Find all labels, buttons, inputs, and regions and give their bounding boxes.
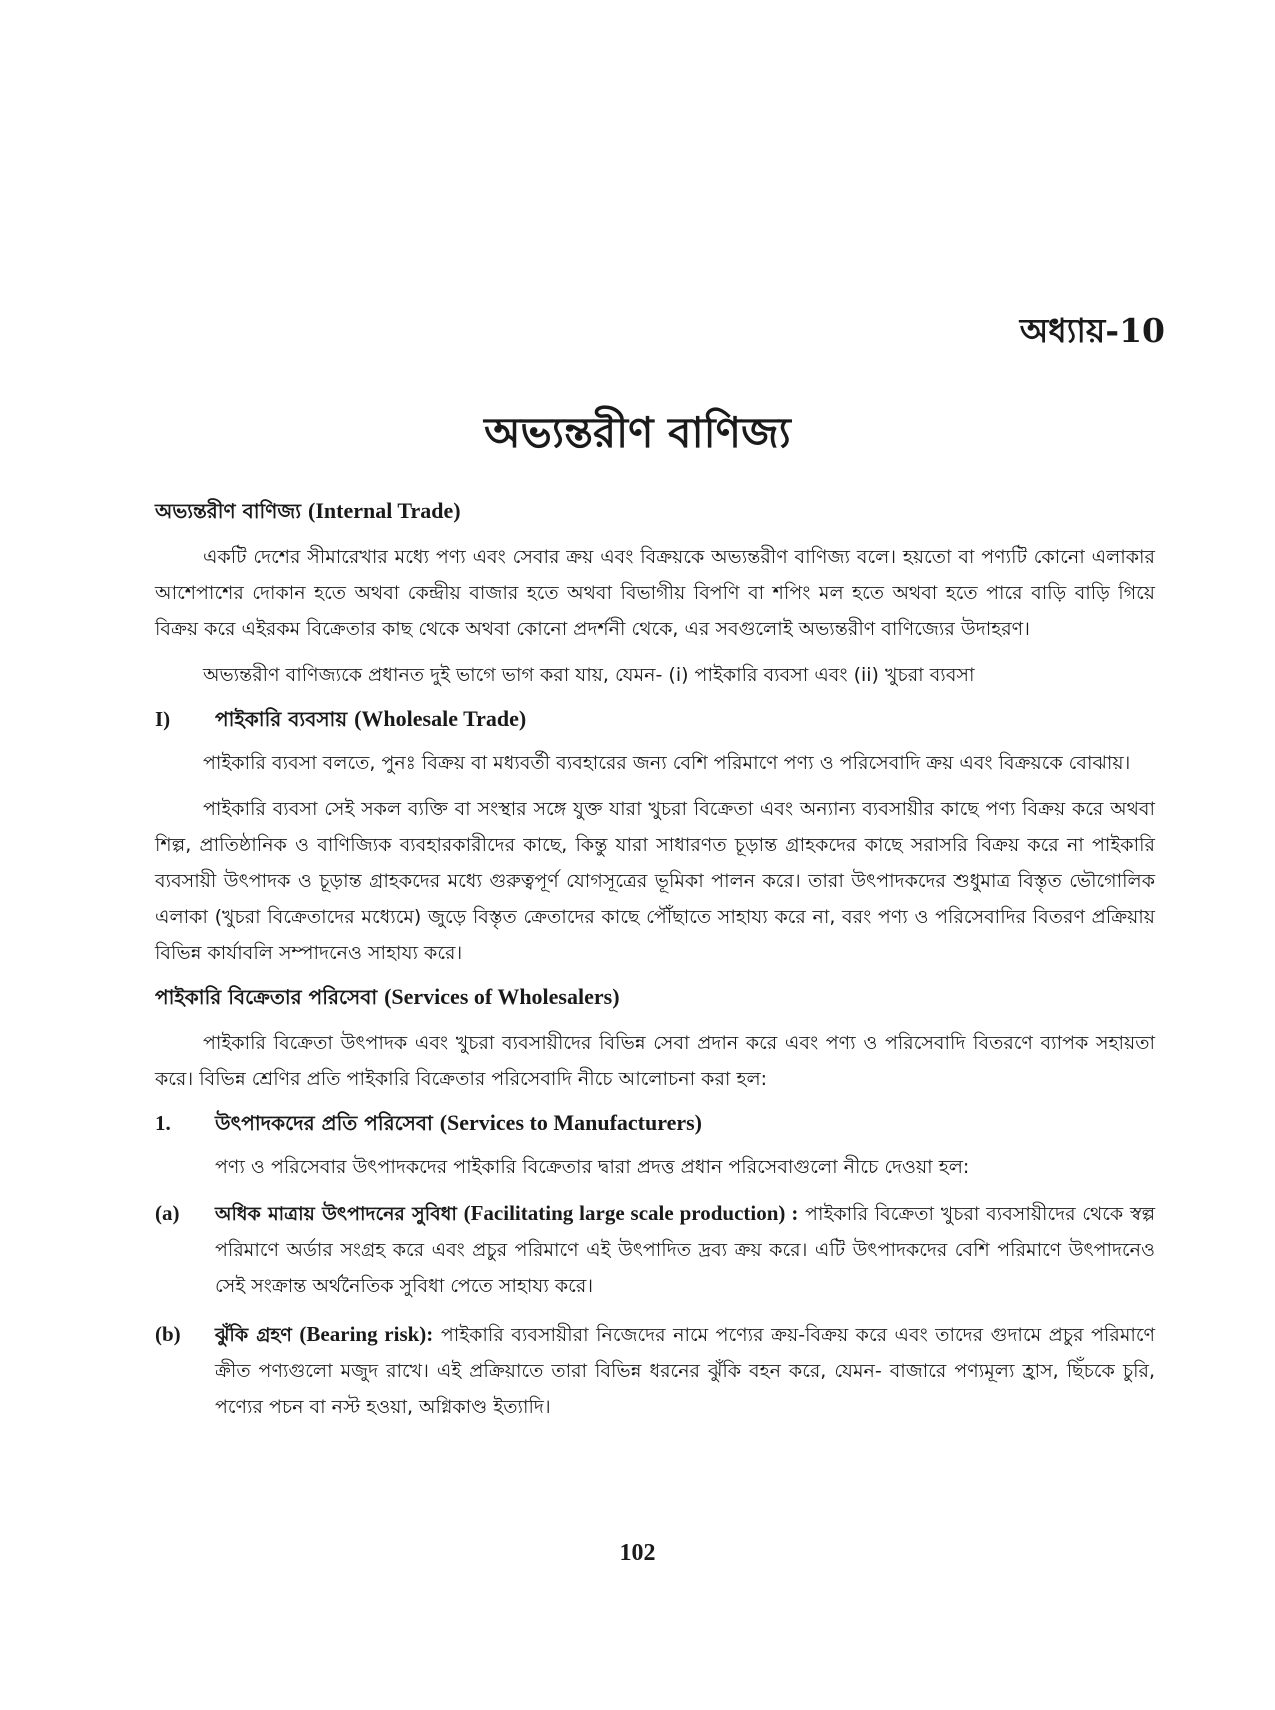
heading-bn: অভ্যন্তরীণ বাণিজ্য xyxy=(155,499,302,523)
section-heading-wholesale-trade xyxy=(155,703,1155,735)
item-text: পাইকারি বিক্রেতা খুচরা ব্যবসায়ীদের থেকে স্বল্প পরিমাণে অর্ডার সংগ্রহ করে এবং প্রচুর পরিমাণে এই উৎপাদিত দ্রব্য ক্রয় করে। এটি উৎপাদকদের বেশি পরিমাণে উৎপাদনেও সেই সংক্রান্ত অর্থনৈতিক সুবিধা পেতে সাহায্য করে। xyxy=(215,1203,1156,1297)
section-number: I) xyxy=(155,707,171,731)
section-heading-services-to-manufacturers xyxy=(155,1107,1155,1139)
paragraph: পাইকারি ব্যবসা সেই সকল ব্যক্তি বা সংস্থার সঙ্গে যুক্ত যারা খুচরা বিক্রেতা এবং অন্যান্য ব্যবসায়ীর কাছে পণ্য বিক্রয় করে অথবা শিল্প, প্রাতিষ্ঠানিক ও বাণিজ্যিক ব্যবহারকারীদের কাছে, কিন্তু যারা সাধারণত চূড়ান্ত গ্রাহকদের কাছে সরাসরি বিক্রয় করে না পাইকারি ব্যবসায়ী উৎপাদক ও চূড়ান্ত গ্রাহকদের মধ্যে গুরুত্বপূর্ণ যোগসূত্রের ভূমিকা পালন করে। তারা উৎপাদকদের শুধুমাত্র বিস্তৃত ভৌগোলিক এলাকা (খুচরা বিক্রেতাদের মধ্যেমে) জুড়ে বিস্তৃত ক্রেতাদের কাছে পৌঁছাতে সাহায্য করে না, বরং পণ্য ও পরিসেবাদির বিতরণ প্রক্রিয়ায় বিভিন্ন কার্যাবলি সম্পাদনেও সাহায্য করে। xyxy=(155,798,1155,964)
paragraph: একটি দেশের সীমারেখার মধ্যে পণ্য এবং সেবার ক্রয় এবং বিক্রয়কে অভ্যন্তরীণ বাণিজ্য বলে। হয়তো বা পণ্যটি কোনো এলাকার আশেপাশের দোকান হতে অথবা কেন্দ্রীয় বাজার হতে অথবা বিভাগীয় বিপণি বা শপিং মল হতে অথবা হতে পারে বাড়ি বাড়ি গিয়ে বিক্রয় করে এইরকম বিক্রেতার কাছ থেকে অথবা কোনো প্রদর্শনী থেকে, এর সবগুলোই অভ্যন্তরীণ বাণিজ্যের উদাহরণ। xyxy=(155,546,1155,640)
section-heading-internal-trade xyxy=(155,495,1155,527)
paragraph: পাইকারি বিক্রেতা উৎপাদক এবং খুচরা ব্যবসায়ীদের বিভিন্ন সেবা প্রদান করে এবং পণ্য ও পরিসেবাদি বিতরণে ব্যাপক সহায়তা করে। বিভিন্ন শ্রেণির প্রতি পাইকারি বিক্রেতার পরিসেবাদি নীচে আলোচনা করা হল: xyxy=(155,1032,1155,1090)
page-number: 102 xyxy=(619,1540,656,1566)
heading-bn: পাইকারি ব্যবসায় xyxy=(215,707,348,731)
heading-en: (Services to Manufacturers) xyxy=(439,1110,703,1135)
section-number: 1. xyxy=(155,1111,171,1135)
section-heading-services-of-wholesalers xyxy=(155,981,1155,1013)
item-label: (a) xyxy=(155,1201,180,1225)
item-text: পাইকারি ব্যবসায়ীরা নিজেদের নামে পণ্যের ক্রয়-বিক্রয় করে এবং তাদের গুদামে প্রচুর পরিমাণে ক্রীত পণ্যগুলো মজুদ রাখে। এই প্রক্রিয়াতে তারা বিভিন্ন ধরনের ঝুঁকি বহন করে, যেমন- বাজারে পণ্যমূল্য হ্রাস, ছিঁচকে চুরি, পণ্যের পচন বা নস্ট হওয়া, অগ্নিকাণ্ড ইত্যাদি। xyxy=(215,1324,1155,1418)
item-body xyxy=(215,1195,1155,1304)
item-title-bn: অধিক মাত্রায় উৎপাদনের সুবিধা xyxy=(215,1203,457,1225)
heading-en: (Internal Trade) xyxy=(308,498,461,523)
item-label: (b) xyxy=(155,1322,181,1346)
list-item xyxy=(155,1195,1155,1304)
heading-en: (Services of Wholesalers) xyxy=(384,984,620,1009)
paragraph: পণ্য ও পরিসেবার উৎপাদকদের পাইকারি বিক্রেতার দ্বারা প্রদত্ত প্রধান পরিসেবাগুলো নীচে দেওয়া হল: xyxy=(215,1156,970,1178)
chapter-label: অধ্যায়-10 xyxy=(1019,311,1165,350)
item-body xyxy=(215,1316,1155,1425)
item-title-bn: ঝুঁকি গ্রহণ xyxy=(215,1324,292,1346)
heading-bn: পাইকারি বিক্রেতার পরিসেবা xyxy=(155,985,378,1009)
item-title-en: (Facilitating large scale production) : xyxy=(463,1201,799,1225)
heading-text xyxy=(215,1107,702,1139)
list-item xyxy=(155,1316,1155,1425)
paragraph: অভ্যন্তরীণ বাণিজ্যকে প্রধানত দুই ভাগে ভাগ করা যায়, যেমন- (i) পাইকারি ব্যবসা এবং (ii) খুচরা ব্যবসা xyxy=(203,664,975,686)
item-title-en: (Bearing risk): xyxy=(299,1322,434,1346)
heading-bn: উৎপাদকদের প্রতি পরিসেবা xyxy=(215,1111,433,1135)
heading-en: (Wholesale Trade) xyxy=(354,706,527,731)
paragraph: পাইকারি ব্যবসা বলতে, পুনঃ বিক্রয় বা মধ্যবর্তী ব্যবহারের জন্য বেশি পরিমাণে পণ্য ও পরিসেবাদি ক্রয় এবং বিক্রয়কে বোঝায়। xyxy=(203,752,1131,774)
heading-text xyxy=(215,703,526,735)
content-body xyxy=(155,495,1155,1437)
page-title: অভ্যন্তরীণ বাণিজ্য xyxy=(484,408,791,457)
